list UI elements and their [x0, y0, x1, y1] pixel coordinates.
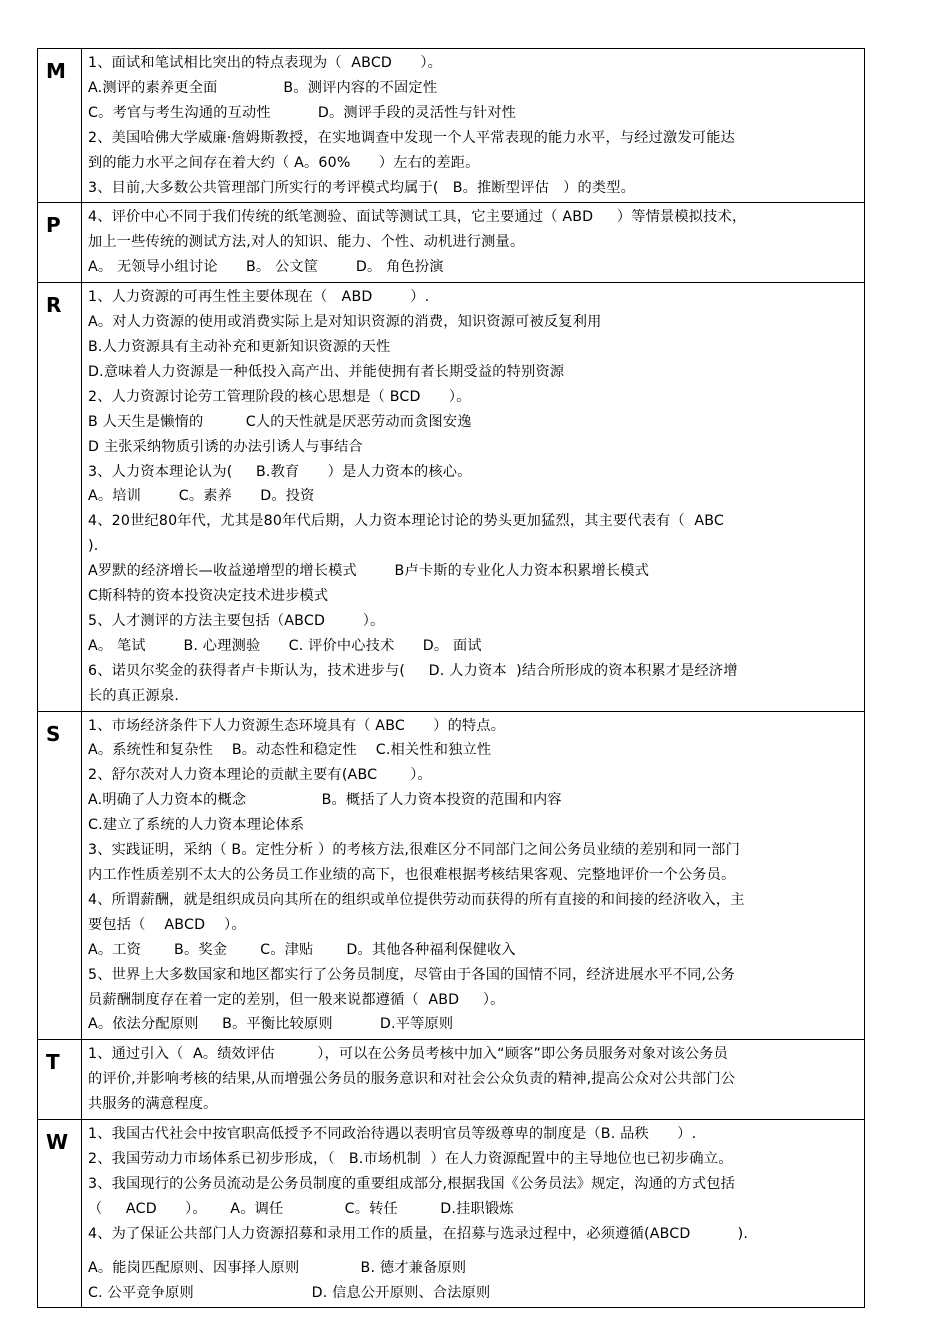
question-line: A。系统性和复杂性 B。动态性和稳定性 C.相关性和独立性: [88, 742, 492, 759]
question-line: C斯科特的资本投资决定技术进步模式: [88, 588, 329, 605]
question-line: 1、面试和笔试相比突出的特点表现为（ ABCD ）。: [88, 55, 442, 71]
question-line: 的评价,并影响考核的结果,从而增强公务员的服务意识和对社会公众负责的精神,提高公众对公共部门公: [88, 1071, 736, 1088]
question-line: 1、通过引入（ A。绩效评估 ），可以在公务员考核中加入“顾客”即公务员服务对象对该公务员: [88, 1046, 729, 1063]
question-line: 要包括（ ABCD ）。: [88, 916, 246, 933]
section-row-w: [38, 1120, 865, 1308]
section-content-cell: [82, 203, 865, 283]
question-line: 1、我国古代社会中按官职高低授予不同政治待遇以表明官员等级尊卑的制度是（B. 品秩 ）.: [88, 1126, 697, 1143]
question-line: D 主张采纳物质引诱的办法引诱人与事结合: [88, 438, 363, 455]
section-letter-cell: [38, 1040, 82, 1120]
question-line: 加上一些传统的测试方法,对人的知识、能力、个性、动机进行测量。: [88, 234, 525, 251]
question-line: ).: [88, 538, 99, 555]
question-line: 2、人力资源讨论劳工管理阶段的核心思想是（ BCD ）。: [88, 388, 471, 405]
question-line: 1、市场经济条件下人力资源生态环境具有（ ABC ）的特点。: [88, 717, 506, 734]
question-line: 4、评价中心不同于我们传统的纸笔测验、面试等测试工具，它主要通过（ ABD ）等情景模拟技术，: [88, 209, 747, 226]
section-letter-cell: [38, 1120, 82, 1308]
question-line: A。培训 C。素养 D。投资: [88, 488, 315, 505]
question-line: C. 公平竞争原则 D. 信息公开原则、合法原则: [88, 1284, 491, 1301]
question-line: 2、舒尔茨对人力资本理论的贡献主要有(ABC ）。: [88, 767, 432, 784]
section-row-t: [38, 1040, 865, 1120]
section-letter: P: [46, 213, 61, 238]
section-content-cell: [82, 49, 865, 203]
question-line: B 人天生是懒惰的 C人的天性就是厌恶劳动而贪图安逸: [88, 413, 472, 430]
question-line: 4、为了保证公共部门人力资源招募和录用工作的质量，在招募与选录过程中，必须遵循(ABCD ).: [88, 1225, 749, 1242]
section-row-m: [38, 49, 865, 203]
section-letter-cell: [38, 203, 82, 283]
section-letter-cell: [38, 711, 82, 1040]
question-line: A.测评的素养更全面 B。测评内容的不固定性: [88, 79, 438, 96]
question-line: C。考官与考生沟通的互动性 D。测评手段的灵活性与针对性: [88, 104, 517, 121]
question-line: A罗默的经济增长—收益递增型的增长模式 B卢卡斯的专业化人力资本积累增长模式: [88, 563, 650, 580]
section-row-p: [38, 203, 865, 283]
question-line: A。 无领导小组讨论 B。 公文筐 D。 角色扮演: [88, 259, 444, 276]
question-table: [37, 48, 865, 1308]
question-line: 5、世界上大多数国家和地区都实行了公务员制度，尽管由于各国的国情不同，经济进展水平不同,公务: [88, 966, 735, 983]
section-content-cell: [82, 1120, 865, 1308]
question-line: 6、诺贝尔奖金的获得者卢卡斯认为，技术进步与( D. 人力资本 )结合所形成的资本积累才是经济增: [88, 662, 738, 679]
question-line: 3、实践证明，采纳（ B。定性分析 ）的考核方法,很难区分不同部门之间公务员业绩的差别和同一部门: [88, 842, 740, 859]
question-line: 3、我国现行的公务员流动是公务员制度的重要组成部分,根据我国《公务员法》规定，沟通的方式包括: [88, 1175, 735, 1192]
section-content-cell: [82, 711, 865, 1040]
section-letter: W: [46, 1130, 69, 1155]
section-row-r: [38, 283, 865, 711]
section-row-s: [38, 711, 865, 1040]
spacer: [88, 1247, 860, 1256]
section-letter: T: [46, 1050, 60, 1075]
question-line: A。依法分配原则 B。平衡比较原则 D.平等原则: [88, 1016, 454, 1033]
question-line: C.建立了系统的人力资本理论体系: [88, 817, 305, 834]
section-content-cell: [82, 1040, 865, 1120]
question-line: 内工作性质差别不太大的公务员工作业绩的高下，也很难根据考核结果客观、完整地评价一个公务员。: [88, 867, 736, 883]
question-line: B.人力资源具有主动补充和更新知识资源的天性: [88, 338, 391, 355]
question-line: （ ACD ）。 A。调任 C。转任 D.挂职锻炼: [88, 1200, 514, 1217]
question-line: A。对人力资源的使用或消费实际上是对知识资源的消费，知识资源可被反复利用: [88, 314, 602, 331]
question-line: D.意味着人力资源是一种低投入高产出、并能使拥有者长期受益的特别资源: [88, 363, 565, 380]
question-line: A。工资 B。奖金 C。津贴 D。其他各种福利保健收入: [88, 941, 516, 958]
section-letter-cell: [38, 49, 82, 203]
question-line: 4、所谓薪酬，就是组织成员向其所在的组织或单位提供劳动而获得的所有直接的和间接的经济收入，主: [88, 891, 745, 908]
question-line: 长的真正源泉.: [88, 687, 180, 704]
section-letter: M: [46, 59, 66, 83]
question-line: A。 笔试 B. 心理测验 C. 评价中心技术 D。 面试: [88, 637, 482, 654]
question-line: 到的能力水平之间存在着大约（ A。60% ）左右的差距。: [88, 154, 480, 171]
question-line: A.明确了人力资本的概念 B。概括了人力资本投资的范围和内容: [88, 792, 562, 809]
section-content-cell: [82, 283, 865, 711]
question-line: 1、人力资源的可再生性主要体现在（ ABD ）.: [88, 289, 430, 306]
question-line: 2、我国劳动力市场体系已初步形成，（ B.市场机制 ）在人力资源配置中的主导地位也已初步确立。: [88, 1150, 733, 1167]
question-line: 员薪酬制度存在着一定的差别，但一般来说都遵循（ ABD ）。: [88, 991, 505, 1008]
section-letter: S: [46, 721, 61, 746]
section-letter: R: [46, 293, 62, 318]
question-line: 共服务的满意程度。: [88, 1096, 218, 1113]
question-line: 5、人才测评的方法主要包括（ABCD ）。: [88, 612, 385, 629]
question-line: 3、目前,大多数公共管理部门所实行的考评模式均属于( B。推断型评估 ）的类型。: [88, 179, 636, 196]
question-line: 4、20世纪80年代，尤其是80年代后期，人力资本理论讨论的势头更加猛烈，其主要代表有（ ABC: [88, 513, 725, 530]
question-line: 3、人力资本理论认为( B.教育 ）是人力资本的核心。: [88, 463, 472, 480]
section-letter-cell: [38, 283, 82, 711]
question-line: A。能岗匹配原则、因事择人原则 B. 德才兼备原则: [88, 1259, 467, 1276]
question-line: 2、美国哈佛大学威廉·詹姆斯教授，在实地调查中发现一个人平常表现的能力水平，与经过激发可能达: [88, 129, 735, 146]
